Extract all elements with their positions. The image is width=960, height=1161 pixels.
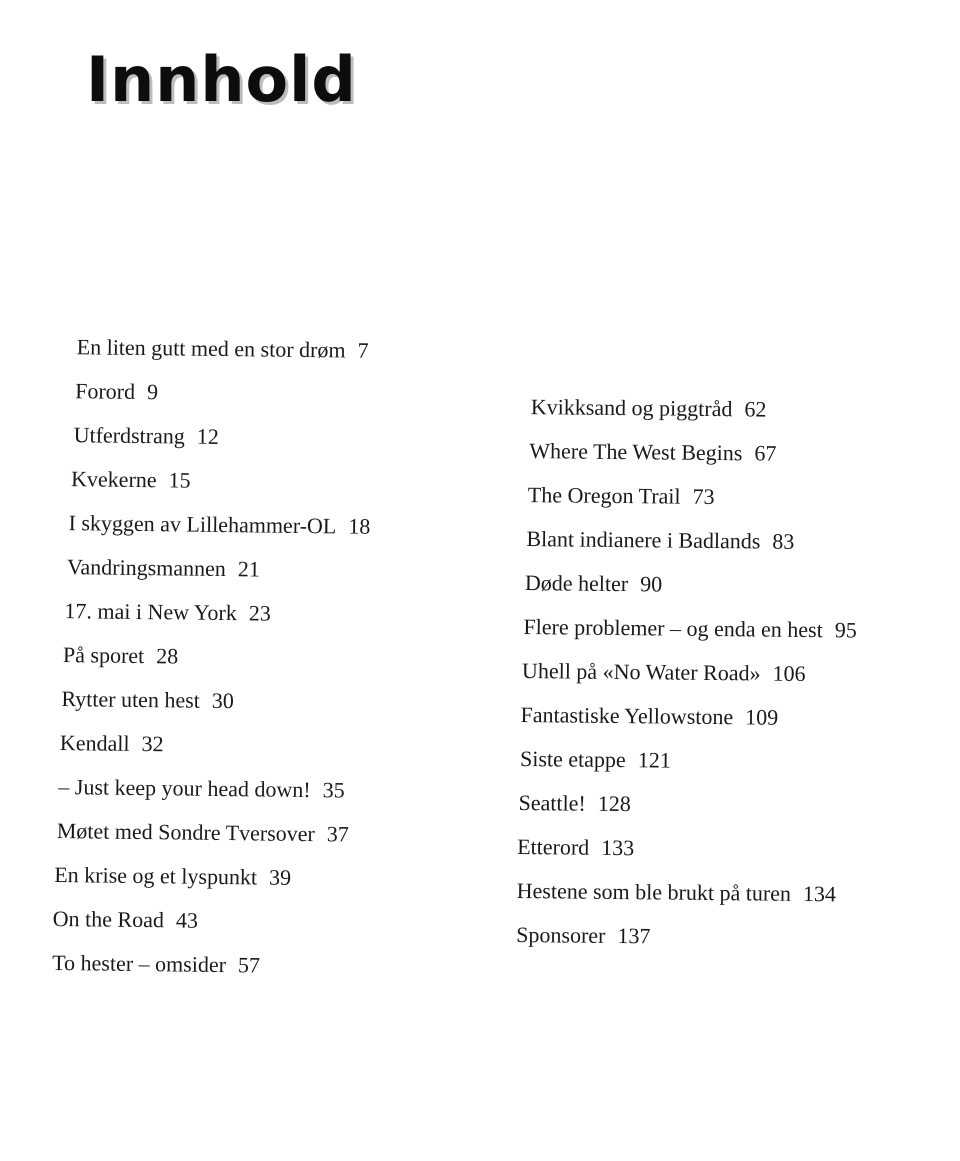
- toc-entry-title: 17. mai i New York: [64, 598, 237, 626]
- toc-entry: [54, 765, 367, 813]
- toc-entry-title: I skyggen av Lillehammer-OL: [68, 510, 337, 539]
- toc-entry-page: 9: [146, 379, 159, 405]
- toc-entry: [518, 737, 856, 785]
- toc-entry: [53, 853, 366, 901]
- toc-entry-page: 57: [237, 952, 261, 978]
- toc-entry-title: On the Road: [52, 905, 165, 933]
- toc-entry-title: Døde helter: [524, 570, 629, 597]
- toc-entry-title: Where The West Begins: [529, 438, 743, 466]
- toc-entry: [55, 721, 368, 769]
- toc-entry-page: 73: [692, 483, 715, 510]
- toc-entry-page: 62: [744, 396, 767, 422]
- toc-entry: [517, 781, 855, 829]
- toc-entry: [59, 369, 372, 417]
- toc-entry-title: Vandringsmannen: [66, 554, 227, 582]
- toc-entry-page: 83: [772, 528, 795, 554]
- toc-entry: [519, 649, 857, 697]
- toc-entry-title: Uhell på «No Water Road»: [521, 658, 761, 686]
- toc-left-column: [52, 325, 373, 989]
- toc-entry-title: Fantastiske Yellowstone: [520, 702, 734, 730]
- toc-entry: [516, 869, 854, 917]
- toc-entry-page: 133: [601, 834, 635, 861]
- toc-entry-page: 18: [348, 513, 371, 539]
- toc-entry-title: En krise og et lyspunkt: [54, 861, 258, 890]
- toc-entry: [517, 825, 855, 873]
- toc-entry-page: 90: [640, 571, 663, 597]
- toc-entry-page: 137: [617, 923, 651, 949]
- toc-entry-title: Seattle!: [518, 789, 586, 816]
- toc-entry: [56, 589, 369, 637]
- toc-entry-page: 134: [802, 880, 837, 907]
- toc-entry: [54, 809, 367, 857]
- toc-entry-title: Sponsorer: [516, 921, 606, 948]
- toc-entry-page: 39: [268, 864, 292, 890]
- toc-entry: [57, 501, 370, 549]
- toc-entry-title: Kendall: [59, 730, 130, 756]
- toc-entry-page: 67: [754, 440, 777, 466]
- toc-entry-title: Møtet med Sondre Tversover: [56, 817, 316, 847]
- toc-entry-page: 128: [597, 790, 631, 817]
- toc-entry: [55, 677, 368, 725]
- toc-entry-title: En liten gutt med en stor drøm: [76, 334, 346, 363]
- toc-entry-title: Kvikksand og piggtråd: [530, 394, 733, 422]
- toc-entry-title: På sporet: [62, 642, 145, 669]
- toc-right-column: [516, 385, 859, 961]
- toc-entry-page: 106: [772, 660, 806, 686]
- toc-entry: [52, 941, 365, 989]
- toc-entry-title: To hester – omsider: [52, 949, 227, 978]
- toc-entry: [59, 325, 372, 373]
- toc-entry-title: Etterord: [517, 833, 590, 860]
- toc-entry: [516, 913, 854, 961]
- toc-entry: [521, 473, 859, 521]
- toc-entry: [58, 413, 371, 461]
- toc-entry-title: The Oregon Trail: [527, 482, 681, 509]
- toc-entry-title: Hestene som ble brukt på turen: [516, 877, 792, 906]
- toc-entry-page: 95: [834, 617, 857, 643]
- toc-entry-title: Forord: [75, 378, 136, 404]
- toc-entry: [57, 545, 370, 593]
- toc-entry-page: 7: [357, 337, 369, 363]
- toc-entry: [521, 429, 859, 477]
- toc-entry-page: 15: [168, 467, 191, 493]
- toc-entry-page: 37: [326, 821, 350, 847]
- toc-entry-page: 109: [745, 704, 779, 730]
- toc-entry-title: Kvekerne: [70, 466, 157, 493]
- toc-entry-page: 12: [196, 423, 219, 449]
- toc-entry-title: Siste etappe: [519, 746, 626, 773]
- toc-entry-title: Blant indianere i Badlands: [526, 526, 761, 554]
- toc-entry-title: Rytter uten hest: [61, 686, 201, 713]
- toc-entry-title: Utferdstrang: [73, 422, 185, 449]
- toc-entry-page: 43: [175, 907, 199, 933]
- toc-entry: [518, 693, 856, 741]
- page-title: Innhold: [86, 43, 357, 116]
- toc-entry-page: 28: [156, 643, 179, 669]
- toc-entry-page: 121: [637, 747, 671, 773]
- toc-entry-page: 32: [141, 731, 164, 757]
- toc-entry-page: 21: [237, 556, 261, 582]
- toc-entry: [519, 605, 857, 653]
- toc-entry: [522, 385, 860, 433]
- toc-entry: [52, 897, 365, 945]
- toc-entry-title: – Just keep your head down!: [58, 774, 311, 803]
- toc-entry: [520, 561, 858, 609]
- toc-entry-page: 35: [322, 777, 345, 803]
- toc-entry-title: Flere problemer – og enda en hest: [523, 614, 823, 643]
- toc-entry: [58, 457, 371, 505]
- toc-entry-page: 30: [211, 687, 235, 714]
- toc-entry-page: 23: [248, 600, 271, 626]
- toc-entry: [56, 633, 369, 681]
- toc-entry: [520, 517, 858, 565]
